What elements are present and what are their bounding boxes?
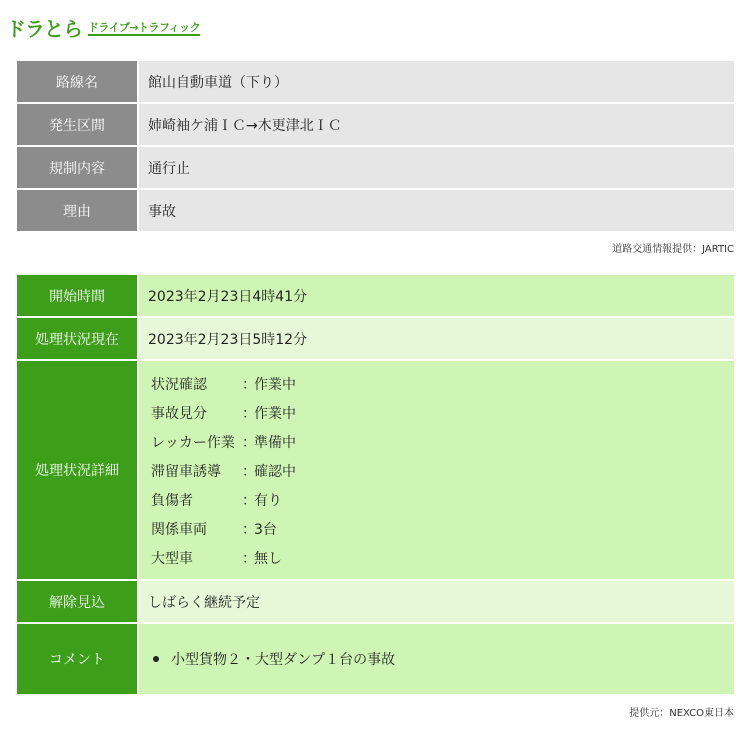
list-item bbox=[148, 399, 734, 428]
list-item bbox=[148, 457, 734, 486]
table-row bbox=[17, 361, 734, 581]
section-value: 姉崎袖ケ浦ＩＣ→木更津北ＩＣ bbox=[139, 104, 734, 147]
detail-key: 事故見分 bbox=[151, 406, 207, 422]
clearance-value: しばらく継続予定 bbox=[139, 581, 734, 624]
list-item bbox=[148, 486, 734, 515]
detail-separator: ： bbox=[242, 377, 256, 393]
logo-sub-text: ドライブ→トラフィック bbox=[88, 21, 201, 34]
status-table bbox=[17, 275, 734, 696]
clearance-label: 解除見込 bbox=[17, 581, 139, 624]
section-label: 発生区間 bbox=[17, 104, 139, 147]
reason-value: 事故 bbox=[139, 190, 734, 233]
list-item bbox=[148, 515, 734, 544]
list-item bbox=[148, 544, 734, 573]
bullet-icon bbox=[153, 656, 159, 662]
detail-separator: ： bbox=[242, 406, 256, 422]
site-logo[interactable] bbox=[6, 16, 200, 42]
incident-table bbox=[17, 61, 734, 233]
table-row bbox=[17, 147, 734, 190]
detail-key: 関係車両 bbox=[151, 522, 207, 538]
detail-separator: ： bbox=[242, 435, 256, 451]
route-value: 館山自動車道（下り） bbox=[139, 61, 734, 104]
status-detail-label: 処理状況詳細 bbox=[17, 361, 139, 581]
detail-key: 滞留車誘導 bbox=[151, 464, 221, 480]
list-item bbox=[148, 370, 734, 399]
detail-value: 準備中 bbox=[254, 435, 296, 451]
comment-cell bbox=[139, 624, 734, 696]
jartic-credit: 道路交通情報提供：JARTIC bbox=[612, 244, 734, 255]
route-label: 路線名 bbox=[17, 61, 139, 104]
regulation-value: 通行止 bbox=[139, 147, 734, 190]
comment-label: コメント bbox=[17, 624, 139, 696]
detail-separator: ： bbox=[242, 464, 256, 480]
regulation-label: 規制内容 bbox=[17, 147, 139, 190]
table-row bbox=[17, 624, 734, 696]
detail-value: 無し bbox=[254, 551, 282, 567]
detail-value: 作業中 bbox=[254, 377, 296, 393]
table-row bbox=[17, 190, 734, 233]
detail-separator: ： bbox=[242, 551, 256, 567]
detail-key: 大型車 bbox=[151, 551, 193, 567]
current-status-label: 処理状況現在 bbox=[17, 318, 139, 361]
logo-main-text: ドラとら bbox=[6, 17, 82, 41]
status-detail-list bbox=[148, 368, 734, 573]
table-row bbox=[17, 318, 734, 361]
detail-value: 有り bbox=[254, 493, 282, 509]
detail-value: 作業中 bbox=[254, 406, 296, 422]
table-row bbox=[17, 581, 734, 624]
comment-item bbox=[148, 649, 734, 669]
detail-key: 負傷者 bbox=[151, 493, 193, 509]
start-time-value: 2023年2月23日4時41分 bbox=[139, 275, 734, 318]
detail-key: 状況確認 bbox=[151, 377, 207, 393]
detail-value: 確認中 bbox=[254, 464, 296, 480]
current-status-value: 2023年2月23日5時12分 bbox=[139, 318, 734, 361]
table-row bbox=[17, 104, 734, 147]
nexco-credit: 提供元：NEXCO東日本 bbox=[629, 708, 734, 719]
table-row bbox=[17, 61, 734, 104]
detail-value: 3台 bbox=[254, 522, 277, 538]
reason-label: 理由 bbox=[17, 190, 139, 233]
start-time-label: 開始時間 bbox=[17, 275, 139, 318]
detail-separator: ： bbox=[242, 493, 256, 509]
table-row bbox=[17, 275, 734, 318]
status-detail-value bbox=[139, 361, 734, 581]
detail-key: レッカー作業 bbox=[151, 435, 235, 451]
comment-value: 小型貨物２・大型ダンプ１台の事故 bbox=[171, 652, 396, 668]
list-item bbox=[148, 428, 734, 457]
detail-separator: ： bbox=[242, 522, 256, 538]
